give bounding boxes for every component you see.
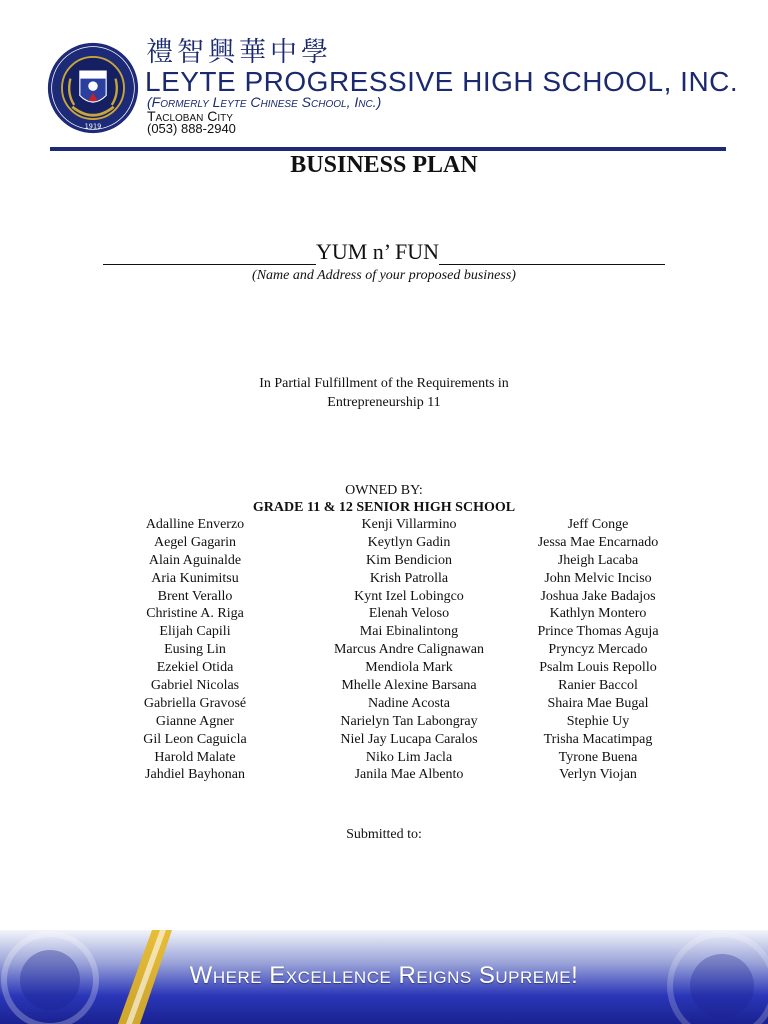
owner-name: Trisha Macatimpag	[543, 731, 653, 747]
owner-name: Elijah Capili	[159, 624, 231, 640]
owner-name: Mendiola Mark	[365, 660, 453, 676]
owner-name: Narielyn Tan Labongray	[340, 713, 478, 729]
owner-name: Jahdiel Bayhonan	[145, 767, 245, 783]
fulfillment-line-2: Entrepreneurship 11	[327, 395, 441, 410]
owner-name: Ezekiel Otida	[156, 660, 234, 676]
owner-name: Pryncyz Mercado	[548, 642, 648, 658]
owner-name: Gabriel Nicolas	[150, 678, 240, 694]
owner-name: Jheigh Lacaba	[557, 552, 639, 568]
owner-name: Krish Patrolla	[369, 570, 449, 586]
school-seal-logo	[46, 41, 140, 135]
owner-name: Stephie Uy	[566, 713, 630, 729]
owner-name: Nadine Acosta	[367, 695, 451, 711]
business-name-line	[0, 238, 768, 266]
school-phone: (053) 888-2940	[147, 121, 236, 136]
owner-name: Brent Verallo	[157, 588, 233, 604]
school-name: LEYTE PROGRESSIVE HIGH SCHOOL, INC.	[145, 66, 739, 97]
owner-name: Adalline Enverzo	[145, 517, 245, 532]
owner-name: Shaira Mae Bugal	[547, 695, 649, 711]
owner-name: Christine A. Riga	[146, 606, 244, 622]
document-title: BUSINESS PLAN	[290, 152, 478, 178]
owner-name: Verlyn Viojan	[559, 767, 637, 783]
submitted-to-label: Submitted to:	[346, 827, 422, 842]
school-city: Tacloban City	[147, 108, 233, 124]
school-motto: Where Excellence Reigns Supreme!	[189, 962, 579, 989]
owner-name: Keytlyn Gadin	[367, 534, 451, 550]
school-former-name: (Formerly Leyte Chinese School, Inc.)	[147, 94, 382, 110]
owner-name: Gil Leon Caguicla	[143, 731, 247, 747]
business-name: YUM n’ FUN	[315, 239, 440, 264]
owner-name: Kim Bendicion	[366, 552, 452, 568]
owner-name: Marcus Andre Calignawan	[333, 642, 485, 658]
owner-name: Ranier Baccol	[558, 678, 638, 694]
owner-name: Niko Lim Jacla	[365, 749, 453, 765]
owner-name: Jeff Conge	[567, 517, 629, 532]
business-name-note: (Name and Address of your proposed business)	[252, 268, 516, 283]
owner-name: Mai Ebinalintong	[359, 624, 459, 640]
seal-year: 1919	[84, 122, 102, 131]
owner-name: Aria Kunimitsu	[151, 570, 239, 586]
fulfillment-line-1: In Partial Fulfillment of the Requirements in	[259, 376, 509, 391]
owner-name: Harold Malate	[154, 749, 236, 765]
owner-name: Niel Jay Lucapa Caralos	[340, 731, 478, 747]
grade-level-heading: GRADE 11 & 12 SENIOR HIGH SCHOOL	[252, 500, 516, 515]
owner-name: Kathlyn Montero	[549, 606, 647, 622]
owner-name: Gianne Agner	[155, 713, 235, 729]
owner-name: Eusing Lin	[164, 642, 226, 658]
owner-name: Joshua Jake Badajos	[540, 588, 656, 604]
owner-name: Aegel Gagarin	[153, 534, 237, 550]
owner-name: Kynt Izel Lobingco	[354, 588, 464, 604]
owned-by-label: OWNED BY:	[345, 483, 423, 498]
owner-name: Jessa Mae Encarnado	[537, 534, 659, 550]
owner-name: John Melvic Inciso	[544, 570, 652, 586]
owner-name: Elenah Veloso	[368, 606, 450, 622]
school-chinese-name: 禮智興華中學	[146, 37, 332, 68]
owner-name: Alain Aguinalde	[148, 552, 242, 568]
fulfillment-statement	[0, 374, 768, 412]
owners-column-3	[468, 516, 728, 784]
underline-left	[103, 264, 316, 265]
owner-name: Psalm Louis Repollo	[539, 660, 657, 676]
owner-name: Mhelle Alexine Barsana	[341, 678, 477, 694]
owner-name: Kenji Villarmino	[361, 517, 457, 532]
owner-name: Tyrone Buena	[558, 749, 638, 765]
owner-name: Janila Mae Albento	[354, 767, 464, 783]
header-divider	[50, 147, 726, 151]
underline-right	[439, 264, 665, 265]
owner-name: Prince Thomas Aguja	[537, 624, 659, 640]
owner-name: Gabriella Gravosé	[143, 695, 247, 711]
